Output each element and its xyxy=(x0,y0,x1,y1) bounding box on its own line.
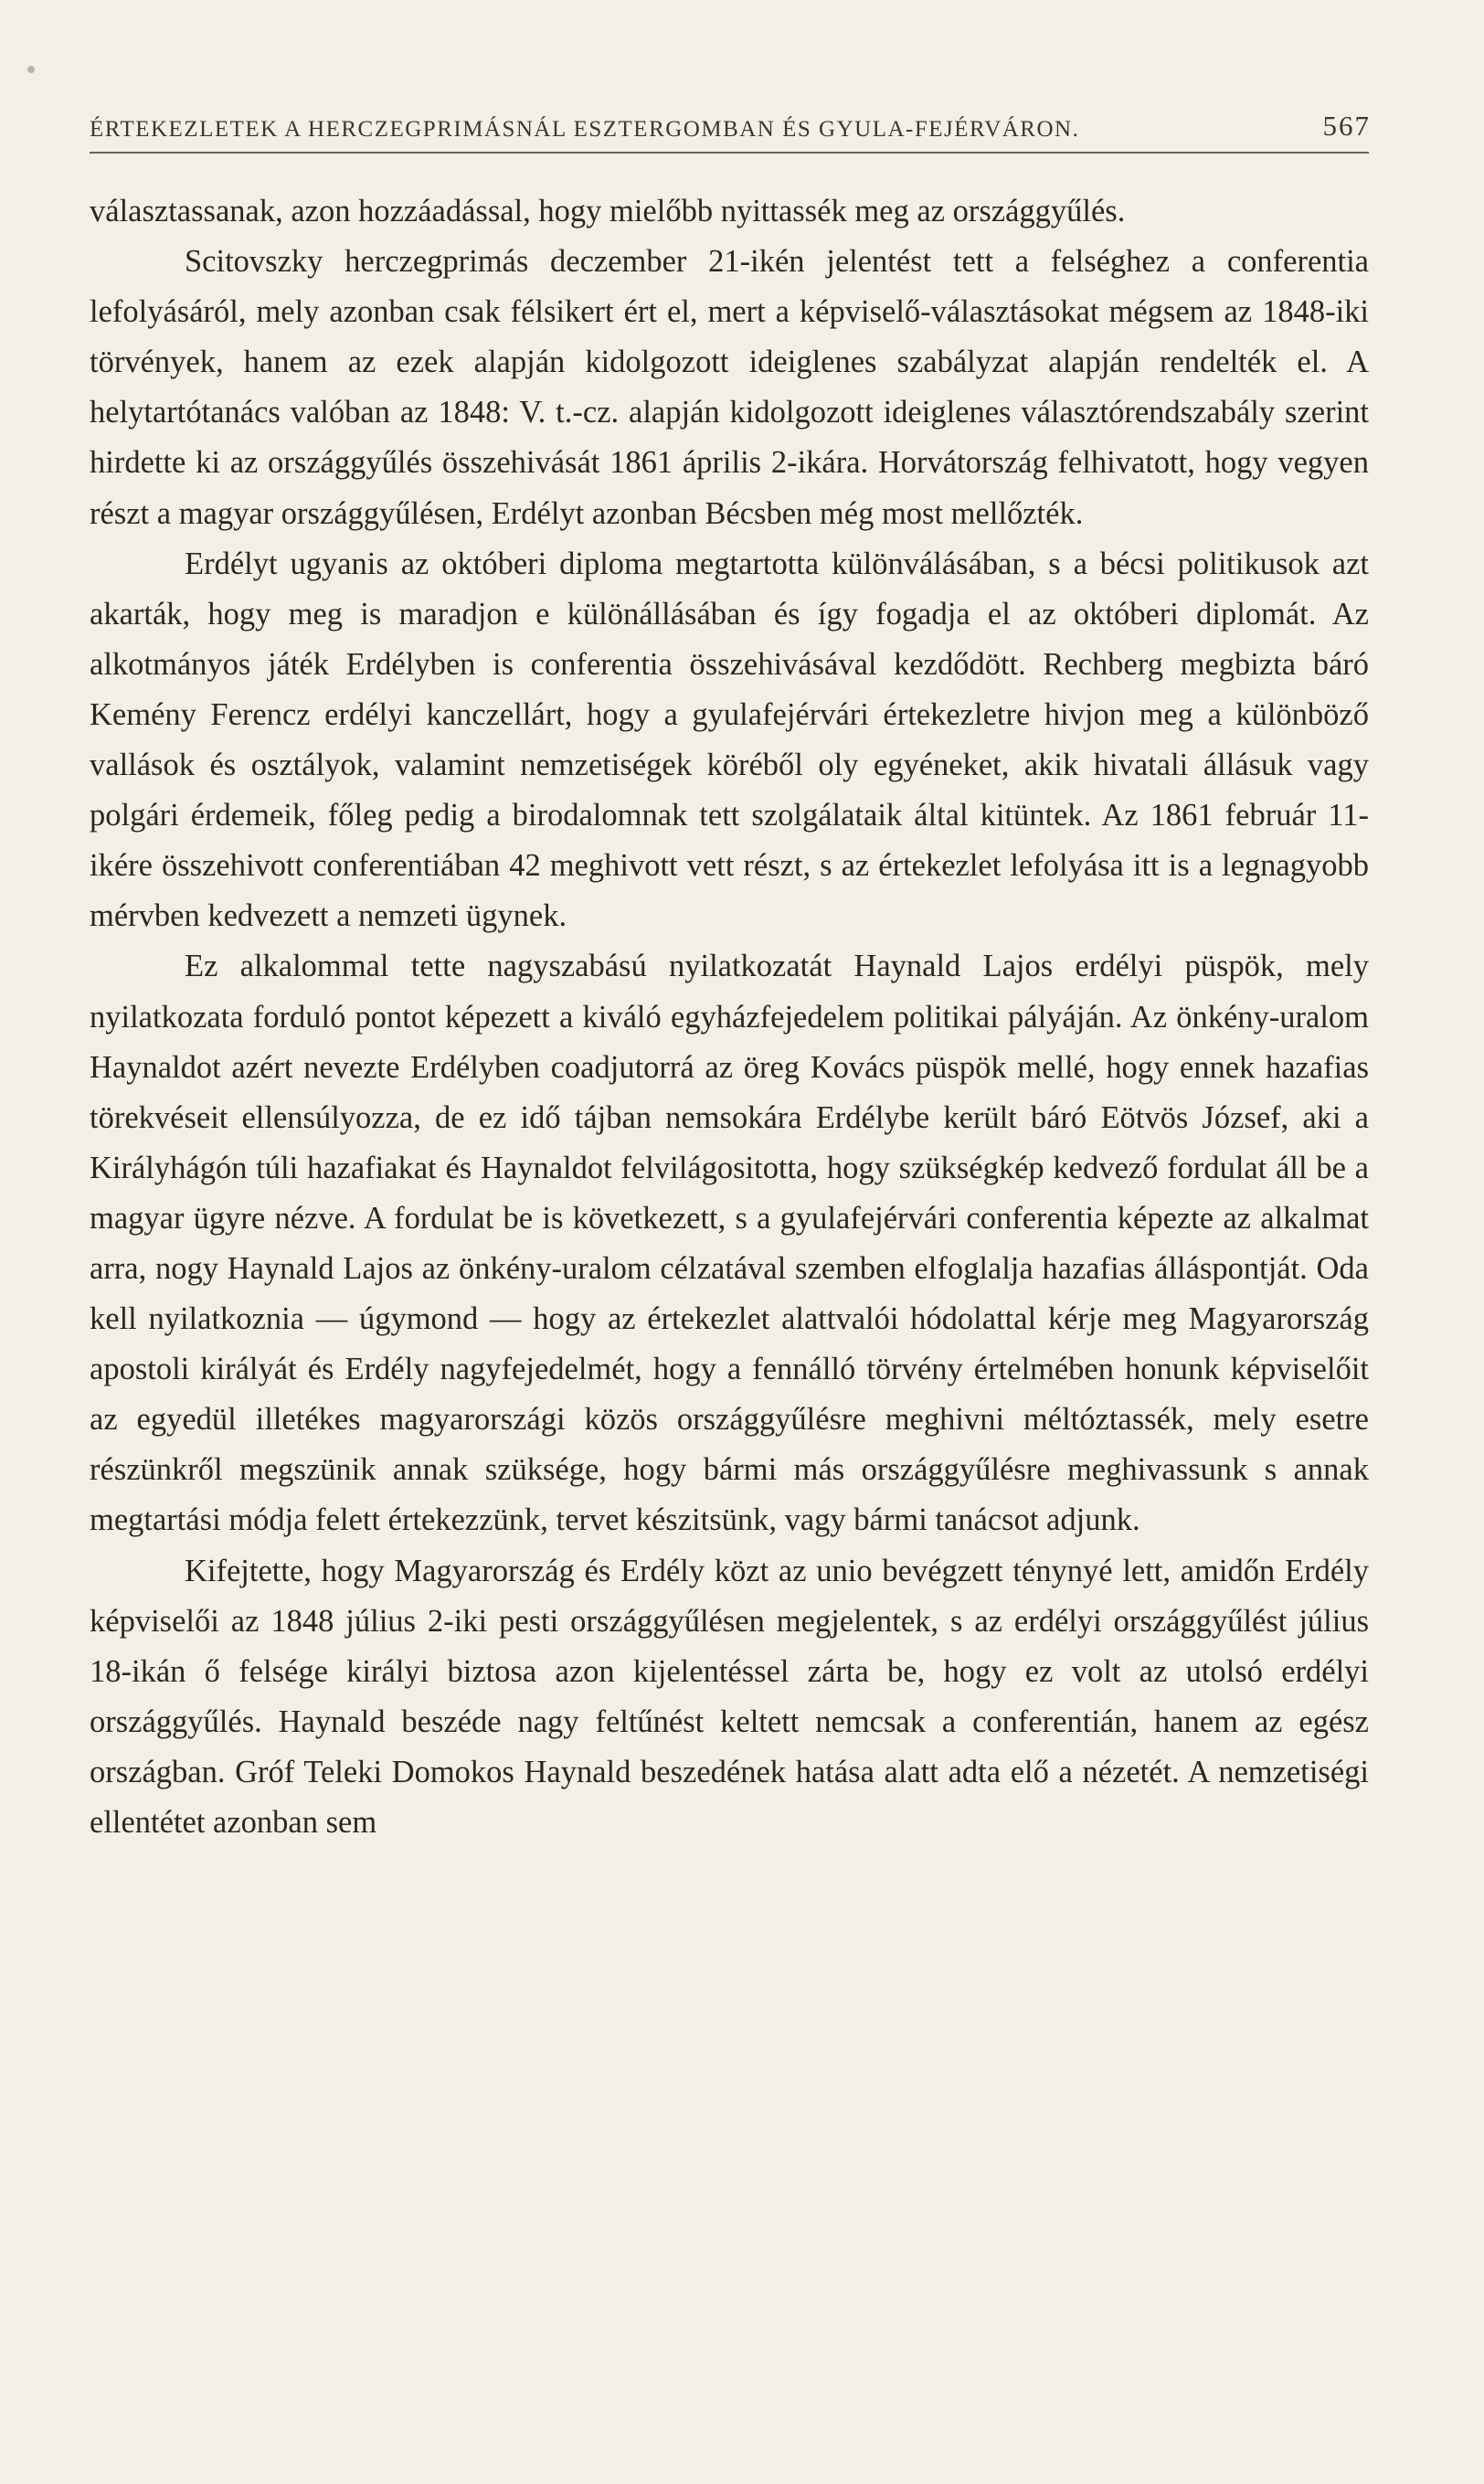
header-rule xyxy=(90,152,1369,154)
paragraph-union-argument: Kifejtette, hogy Magyarország és Erdély közt az unio bevégzett ténynyé lett, amidőn Erdély képviselői az 1848 július 2-iki pesti országgyűlésen megjelentek, s az erdélyi országgyűlést július 18-ikán ő felsége királyi biztosa azon kijelentéssel zárta be, hogy ez volt az utolsó erdélyi országgyűlés. Haynald beszéde nagy feltűnést keltett nemcsak a conferentián, hanem az egész országban. Gróf Teleki Domokos Haynald beszedének hatása alatt adta elő a nézetét. A nemzetiségi ellentétet azonban sem xyxy=(90,1553,1369,1840)
paragraph-transylvania-conference: Erdélyt ugyanis az októberi diploma megtartotta különválásában, s a bécsi politikusok azt akarták, hogy meg is maradjon e különállásában és így fogadja el az októberi diplomát. Az alkotmányos játék Erdélyben is conferentia összehivásával kezdődött. Rechberg megbizta báró Kemény Ferencz erdélyi kanczellárt, hogy a gyulafejérvári értekezletre hivjon meg a különböző vallások és osztályok, valamint nemzetiségek köréből oly egyéneket, akik hivatali állásuk vagy polgári érdemeik, főleg pedig a birodalomnak tett szolgálataik által kitüntek. Az 1861 február 11-ikére összehivott conferentiában 42 meghivott vett részt, s az értekezlet lefolyása itt is a legnagyobb mérvben kedvezett a nemzeti ügynek. xyxy=(90,546,1369,934)
running-head-title: ÉRTEKEZLETEK A HERCZEGPRIMÁSNÁL ESZTERGOMBAN ÉS GYULA-FEJÉRVÁRON. xyxy=(90,117,1080,142)
running-head xyxy=(90,99,1371,143)
paper-speck xyxy=(27,66,35,73)
paragraph-scitovszky-report: Scitovszky herczegprimás deczember 21-ikén jelentést tett a felséghez a conferentia lefolyásáról, mely azonban csak félsikert ért el, mert a képviselő-választásokat mégsem az 1848-iki törvények, hanem az ezek alapján kidolgozott ideiglenes szabályzat alapján rendelték el. A helytartótanács valóban az 1848: V. t.-cz. alapján kidolgozott ideiglenes választórendszabály szerint hirdette ki az országgyűlés összehivását 1861 április 2-ikára. Horvátország felhivatott, hogy vegyen részt a magyar országgyűlésen, Erdélyt azonban Bécsben még most mellőzték. xyxy=(90,244,1369,531)
page-number: 567 xyxy=(1322,110,1371,142)
body-text xyxy=(90,186,1369,1848)
paragraph-continuation: választassanak, azon hozzáadással, hogy mielőbb nyittassék meg az országgyűlés. xyxy=(90,194,1126,228)
paragraph-haynald-declaration: Ez alkalommal tette nagyszabású nyilatkozatát Haynald Lajos erdélyi püspök, mely nyilatkozata forduló pontot képezett a kiváló egyházfejedelem politikai pályáján. Az önkény-uralom Haynaldot azért nevezte Erdélyben coadjutorrá az öreg Kovács püspök mellé, hogy ennek hazafias törekvéseit ellensúlyozza, de ez idő tájban nemsokára Erdélybe került báró Eötvös József, aki a Királyhágón túli hazafiakat és Haynaldot felvilágositotta, hogy szükségkép kedvező fordulat áll be a magyar ügyre nézve. A fordulat be is következett, s a gyulafejérvári conferentia képezte az alkalmat arra, nogy Haynald Lajos az önkény-uralom célzatával szemben elfoglalja hazafias álláspontját. Oda kell nyilatkoznia — úgymond — hogy az értekezlet alattvalói hódolattal kérje meg Magyarország apostoli királyát és Erdély nagyfejedelmét, hogy a fennálló törvény értelmében honunk képviselőit az egyedül illetékes magyarországi közös országgyűlésre meghivni méltóztassék, mely esetre részünkről megszünik annak szüksége, hogy bármi más országgyűlésre meghivassunk s annak megtartási módja felett értekezzünk, tervet készitsünk, vagy bármi tanácsot adjunk. xyxy=(90,949,1369,1538)
